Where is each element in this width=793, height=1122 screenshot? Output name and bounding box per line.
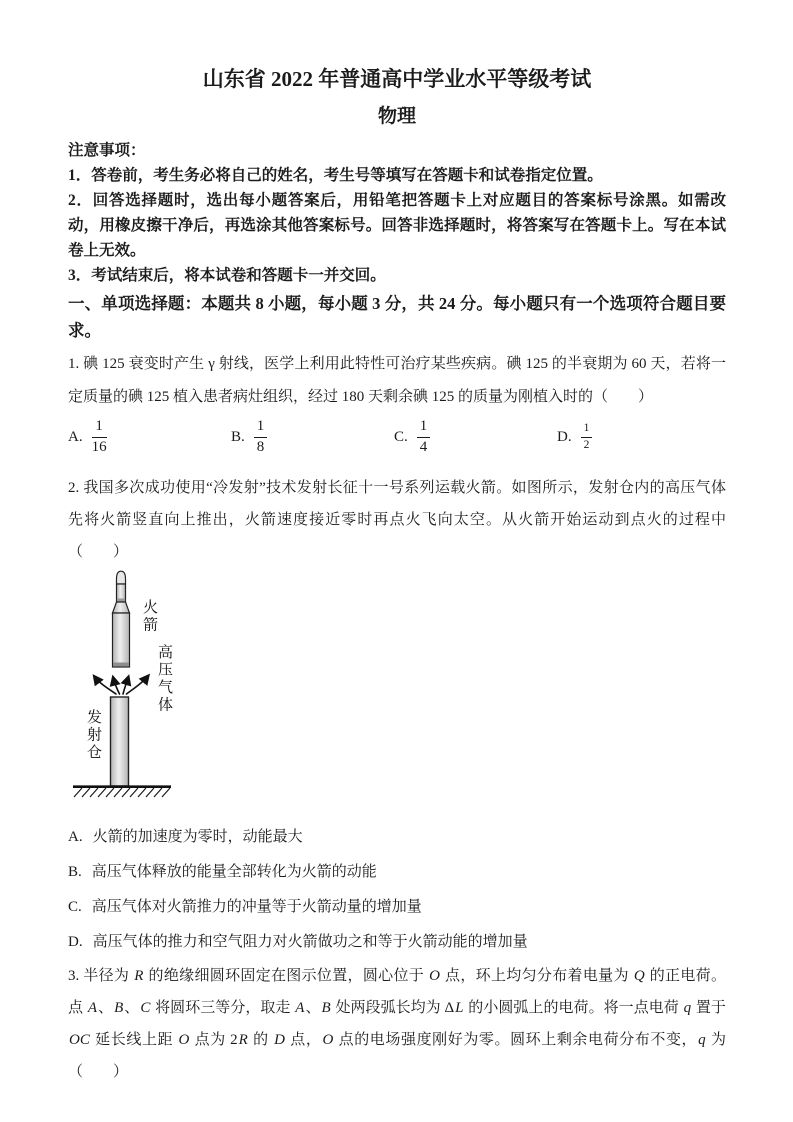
page-title: 山东省 2022 年普通高中学业水平等级考试 <box>202 67 592 91</box>
q1-option-a <box>68 418 231 456</box>
q2-option-a <box>68 820 726 855</box>
rocket-label: 火箭 <box>141 599 157 634</box>
gas-arrows <box>94 676 149 695</box>
fraction-denominator: 2 <box>583 438 590 451</box>
question-2-text: 2. 我国多次成功使用“冷发射”技术发射长征十一号系列运载火箭。如图所示，发射仓内的高压气体先将火箭竖直向上推出，火箭速度接近零时再点火飞向太空。从火箭开始运动到点火的过程中（ ） <box>68 480 726 560</box>
section-heading: 一、单项选择题：本题共 8 小题，每小题 3 分，共 24 分。每小题只有一个选项符合题目要求。 <box>68 294 726 340</box>
notice-item-3: 3．考试结束后，将本试卷和答题卡一并交回。 <box>68 267 386 284</box>
notice-heading: 注意事项： <box>68 142 146 159</box>
option-label: C. <box>68 899 82 915</box>
q2-options <box>68 820 726 960</box>
q2-option-d <box>68 925 726 960</box>
fraction-numerator: 1 <box>581 422 593 437</box>
launch-diagram <box>68 568 726 796</box>
fraction <box>417 418 431 456</box>
silo-label: 发射仓 <box>85 709 101 762</box>
option-text: 高压气体对火箭推力的冲量等于火箭动量的增加量 <box>91 899 422 915</box>
option-text: 高压气体的推力和空气阻力对火箭做功之和等于火箭动能的增加量 <box>92 934 528 950</box>
question-1-text: 1. 碘 125 衰变时产生 γ 射线，医学上利用此特性可治疗某些疾病。碘 125 的半衰期为 60 天，若将一定质量的碘 125 植入患者病灶组织，经过 180 天剩余碘 125 的质量为刚植入时的（ ） <box>68 356 726 405</box>
option-label: A. <box>68 428 83 445</box>
fraction-denominator: 16 <box>91 438 107 455</box>
q1-option-b <box>231 418 394 456</box>
fraction-denominator: 8 <box>256 438 265 455</box>
gas-label: 高压气体 <box>156 644 172 714</box>
option-label: C. <box>394 428 408 445</box>
q1-option-c <box>394 418 557 456</box>
q2-option-b <box>68 855 726 890</box>
fraction-numerator: 1 <box>417 418 431 437</box>
rocket-icon <box>113 571 130 667</box>
fraction <box>581 422 593 451</box>
q1-options-row <box>68 416 726 458</box>
option-label: B. <box>231 428 245 445</box>
notice-item-2: 2．回答选择题时，选出每小题答案后，用铅笔把答题卡上对应题目的答案标号涂黑。如需改动，用橡皮擦干净后，再选涂其他答案标号。回答非选择题时，将答案写在答题卡上。写在本试卷上无效。 <box>68 192 726 259</box>
notice-item-1: 1．答卷前，考生务必将自己的姓名，考生号等填写在答题卡和试卷指定位置。 <box>68 167 603 184</box>
notice-section <box>68 139 726 288</box>
option-label: A. <box>68 829 83 845</box>
ground-hatching <box>74 788 170 797</box>
subject-title: 物理 <box>377 106 416 127</box>
question-3-text: 3. 半径为 R 的绝缘细圆环固定在图示位置，圆心位于 O 点，环上均匀分布着电量为 Q 的正电荷。点 A、B、C 将圆环三等分，取走 A、B 处两段弧长均为 ΔL 的小圆弧上的电荷。将一点电荷 q 置于 OC 延长线上距 O 点为 2R 的 D 点，O 点的电场强度刚好为零。圆环上剩余电荷分布不变，q 为（ ） <box>68 968 726 1080</box>
option-label: B. <box>68 864 82 880</box>
fraction-numerator: 1 <box>92 418 107 437</box>
fraction-denominator: 4 <box>419 438 428 455</box>
option-label: D. <box>557 428 572 445</box>
launch-tube <box>111 697 129 786</box>
fraction <box>254 418 268 456</box>
q2-option-c <box>68 890 726 925</box>
option-label: D. <box>68 934 83 950</box>
fraction <box>92 418 107 456</box>
fraction-numerator: 1 <box>254 418 268 437</box>
option-text: 火箭的加速度为零时，动能最大 <box>92 829 303 845</box>
option-text: 高压气体释放的能量全部转化为火箭的动能 <box>91 864 377 880</box>
q1-option-d <box>557 422 720 451</box>
